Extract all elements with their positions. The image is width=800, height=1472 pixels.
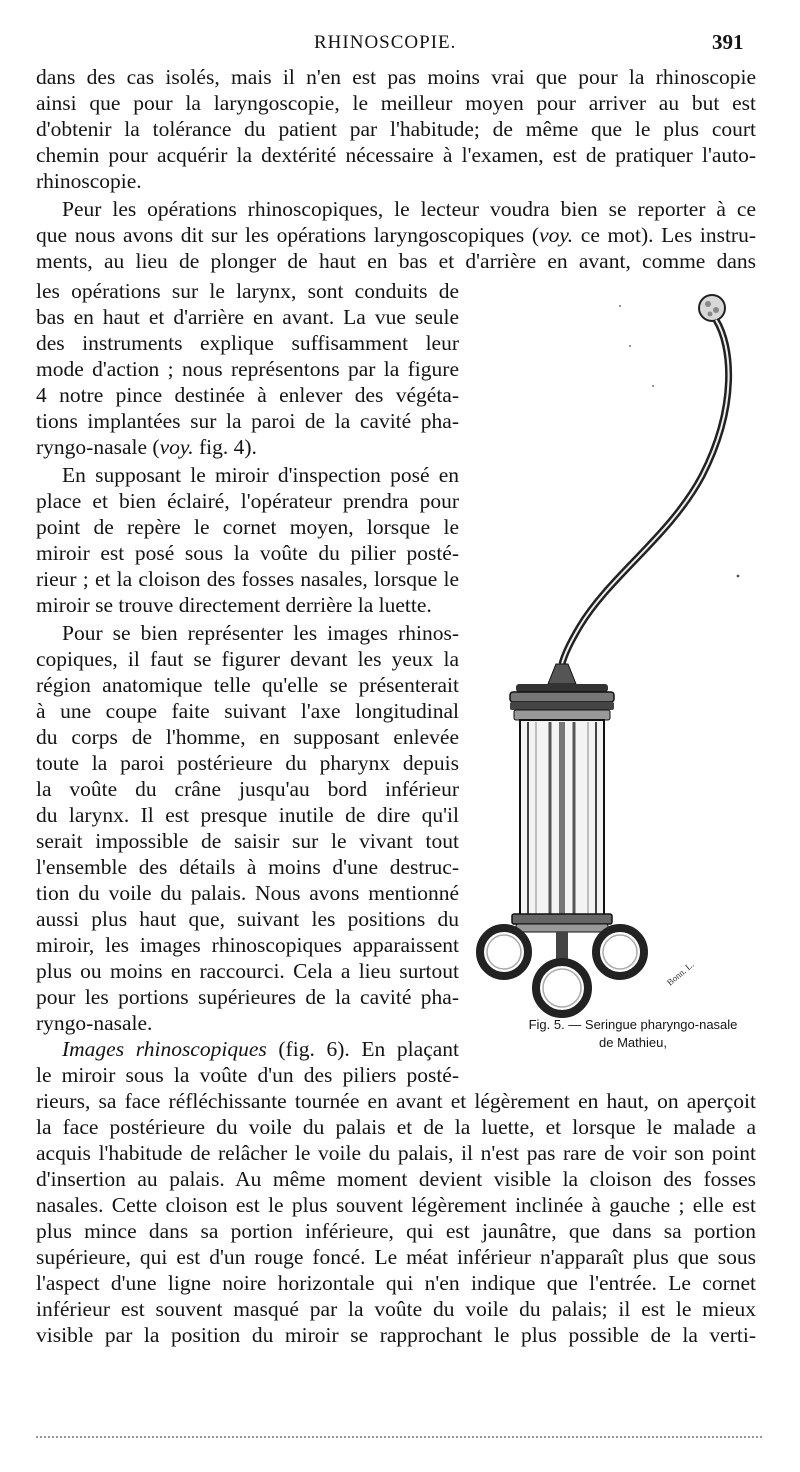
text-line: ainsi que pour la laryngoscopie, le meilleur moyen pour arriver au but est — [36, 91, 756, 115]
text-line: nasales. Cette cloison est le plus souvent légèrement inclinée à gauche ; elle est — [36, 1193, 756, 1217]
text-line: bas en haut et d'arrière en avant. La vue seule — [36, 305, 459, 329]
text-line: l'aspect d'une ligne noire horizontale qui n'en indique que l'entrée. Le cornet — [36, 1271, 756, 1295]
text-line: 4 notre pince destinée à enlever des végéta- — [36, 383, 459, 407]
syringe-illustration — [470, 286, 790, 1056]
text-line: tion du voile du palais. Nous avons mentionné — [36, 881, 459, 905]
text-line: rieur ; et la cloison des fosses nasales, lorsque le — [36, 567, 459, 591]
text-line: plus ou moins en raccourci. Cela a lieu surtout — [36, 959, 459, 983]
text-line: Images rhinoscopiques (fig. 6). En plaçant — [62, 1037, 459, 1061]
text-line: les opérations sur le larynx, sont conduits de — [36, 279, 459, 303]
text-line: inférieur est souvent masqué par la voûte du voile du palais; il est le mieux — [36, 1297, 756, 1321]
text-line: région anatomique telle qu'elle se présenterait — [36, 673, 459, 697]
text-line: du corps de l'homme, en supposant enlevée — [36, 725, 459, 749]
text-line: dans des cas isolés, mais il n'en est pas moins vrai que pour la rhinoscopie — [36, 65, 756, 89]
text-line: la face postérieure du voile du palais et de la luette, et lorsque le malade a — [36, 1115, 756, 1139]
text-line: miroir se trouve directement derrière la luette. — [36, 593, 432, 617]
text-line: pour les portions supérieures de la cavité pha- — [36, 985, 459, 1009]
text-line: aussi plus haut que, suivant les positions du — [36, 907, 459, 931]
text-line: acquis l'habitude de relâcher le voile du palais, il n'est pas rare de voir son point — [36, 1141, 756, 1165]
text-line: supérieure, qui est d'un rouge foncé. Le méat inférieur n'apparaît plus que sous — [36, 1245, 756, 1269]
text-line: miroir, les images rhinoscopiques apparaissent — [36, 933, 459, 957]
text-line: visible par la position du miroir se rapprochant le plus possible de la verti- — [36, 1323, 756, 1347]
figure-caption: Fig. 5. — Seringue pharyngo-nasale — [528, 1017, 738, 1032]
text-line: miroir est posé sous la voûte du pilier posté- — [36, 541, 459, 565]
text-line: rieurs, sa face réfléchissante tournée en avant et légèrement en haut, on aperçoit — [36, 1089, 756, 1113]
text-line: l'ensemble des détails à moins d'une destruc- — [36, 855, 459, 879]
text-line: le miroir sous la voûte d'un des piliers posté- — [36, 1063, 459, 1087]
text-line: ryngo-nasale. — [36, 1011, 153, 1035]
text-line: d'insertion au palais. Au même moment devient visible la cloison des fosses — [36, 1167, 756, 1191]
text-line: chemin pour acquérir la dextérité nécessaire à l'examen, est de pratiquer l'auto- — [36, 143, 756, 167]
text-line: copiques, il faut se figurer devant les yeux la — [36, 647, 459, 671]
text-line: ryngo-nasale (voy. fig. 4). — [36, 435, 257, 459]
text-line: d'obtenir la tolérance du patient par l'habitude; de même que le plus court — [36, 117, 756, 141]
text-line: plus mince dans sa portion inférieure, qui est jaunâtre, que dans sa portion — [36, 1219, 756, 1243]
engraver-signature: Bonn. L. — [664, 959, 696, 988]
text-line: ments, au lieu de plonger de haut en bas et d'arrière en avant, comme dans — [36, 249, 756, 273]
figure-caption-line2: de Mathieu, — [599, 1035, 667, 1050]
text-line: des instruments explique suffisamment leur — [36, 331, 459, 355]
text-line: du larynx. Il est presque inutile de dire qu'il — [36, 803, 459, 827]
running-title: RHINOSCOPIE. — [314, 32, 457, 53]
text-line: à une coupe faite suivant l'axe longitudinal — [36, 699, 459, 723]
text-line: mode d'action ; nous représentons par la figure — [36, 357, 459, 381]
page-header — [0, 30, 800, 60]
footer-rule — [36, 1436, 762, 1442]
text-line: point de repère le cornet moyen, lorsque le — [36, 515, 459, 539]
text-line: la voûte du crâne jusqu'au bord inférieur — [36, 777, 459, 801]
text-line: En supposant le miroir d'inspection posé en — [62, 463, 459, 487]
text-line: serait impossible de saisir sur le vivant tout — [36, 829, 459, 853]
text-line: que nous avons dit sur les opérations laryngoscopiques (voy. ce mot). Les instru- — [36, 223, 756, 247]
text-line: rhinoscopie. — [36, 169, 142, 193]
text-line: tions implantées sur la paroi de la cavité pha- — [36, 409, 459, 433]
page-number: 391 — [712, 30, 744, 54]
text-line: Peur les opérations rhinoscopiques, le lecteur voudra bien se reporter à ce — [62, 197, 756, 221]
text-line: Pour se bien représenter les images rhinos- — [62, 621, 459, 645]
text-line: toute la paroi postérieure du pharynx depuis — [36, 751, 459, 775]
text-line: place et bien éclairé, l'opérateur prendra pour — [36, 489, 459, 513]
